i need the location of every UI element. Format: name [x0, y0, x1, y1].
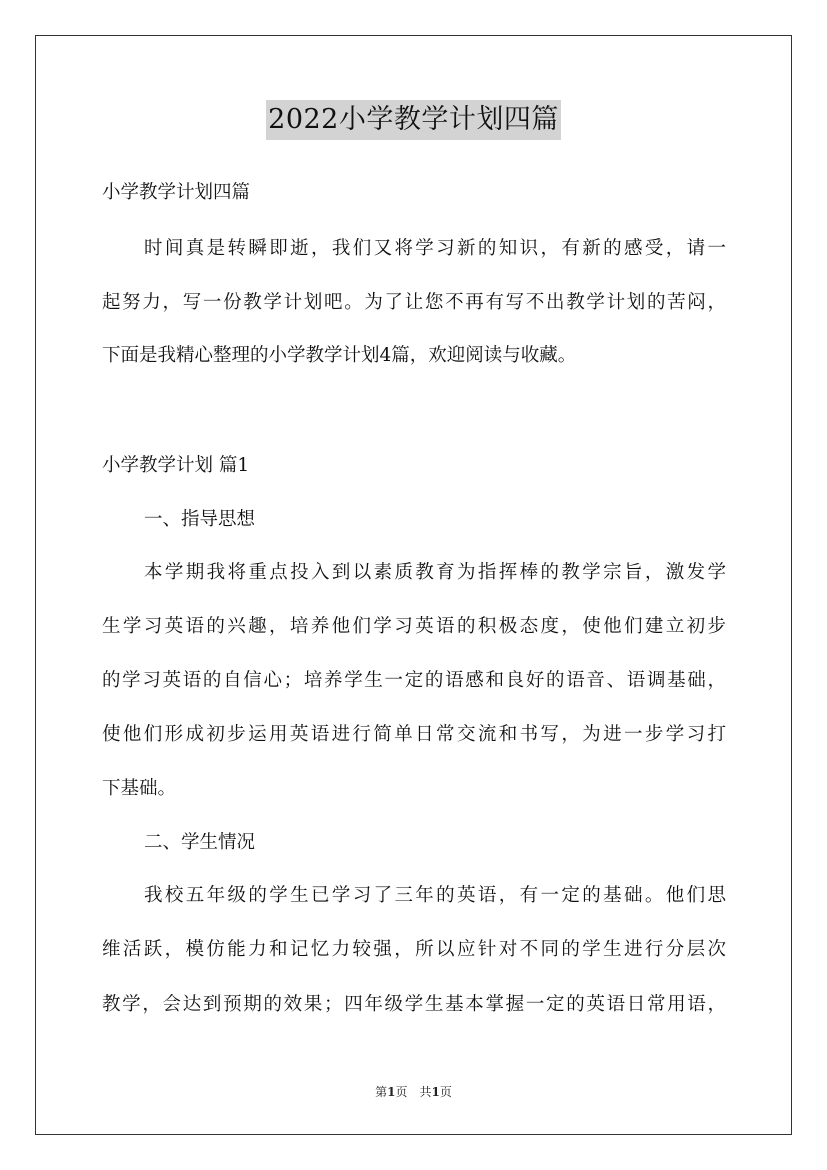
intro-line: 起努力，写一份教学计划吧。为了让您不再有写不出教学计划的苦闷， [102, 292, 726, 313]
paragraph-line: 下基础。 [102, 778, 177, 799]
heading-student-situation: 二、学生情况 [144, 832, 256, 853]
paragraph-line: 本学期我将重点投入到以素质教育为指挥棒的教学宗旨，激发学 [144, 562, 726, 583]
footer-page-current: 1 [387, 1085, 396, 1099]
intro-line: 下面是我精心整理的小学教学计划4篇，欢迎阅读与收藏。 [102, 345, 577, 366]
document-title: 2022小学教学计划四篇 [266, 100, 561, 140]
paragraph-line: 我校五年级的学生已学习了三年的英语，有一定的基础。他们思 [144, 885, 726, 906]
document-title-container [0, 100, 827, 140]
section-title: 小学教学计划 篇1 [102, 455, 250, 476]
footer-page-total: 1 [431, 1085, 440, 1099]
page-footer [0, 1082, 827, 1102]
paragraph-line: 教学，会达到预期的效果；四年级学生基本掌握一定的英语日常用语， [102, 994, 726, 1015]
footer-page-prefix: 第 [375, 1085, 388, 1099]
paragraph-line: 维活跃，模仿能力和记忆力较强，所以应针对不同的学生进行分层次 [102, 939, 726, 960]
heading-guiding-ideology: 一、指导思想 [144, 509, 256, 530]
paragraph-line: 的学习英语的自信心；培养学生一定的语感和良好的语音、语调基础， [102, 670, 726, 691]
intro-line: 时间真是转瞬即逝，我们又将学习新的知识，有新的感受，请一 [144, 238, 726, 259]
footer-page-suffix: 页 [439, 1085, 452, 1099]
document-subtitle: 小学教学计划四篇 [102, 182, 251, 203]
paragraph-line: 生学习英语的兴趣，培养他们学习英语的积极态度，使他们建立初步 [102, 616, 726, 637]
footer-page-mid: 页 共 [395, 1085, 432, 1099]
paragraph-line: 使他们形成初步运用英语进行简单日常交流和书写，为进一步学习打 [102, 724, 726, 745]
